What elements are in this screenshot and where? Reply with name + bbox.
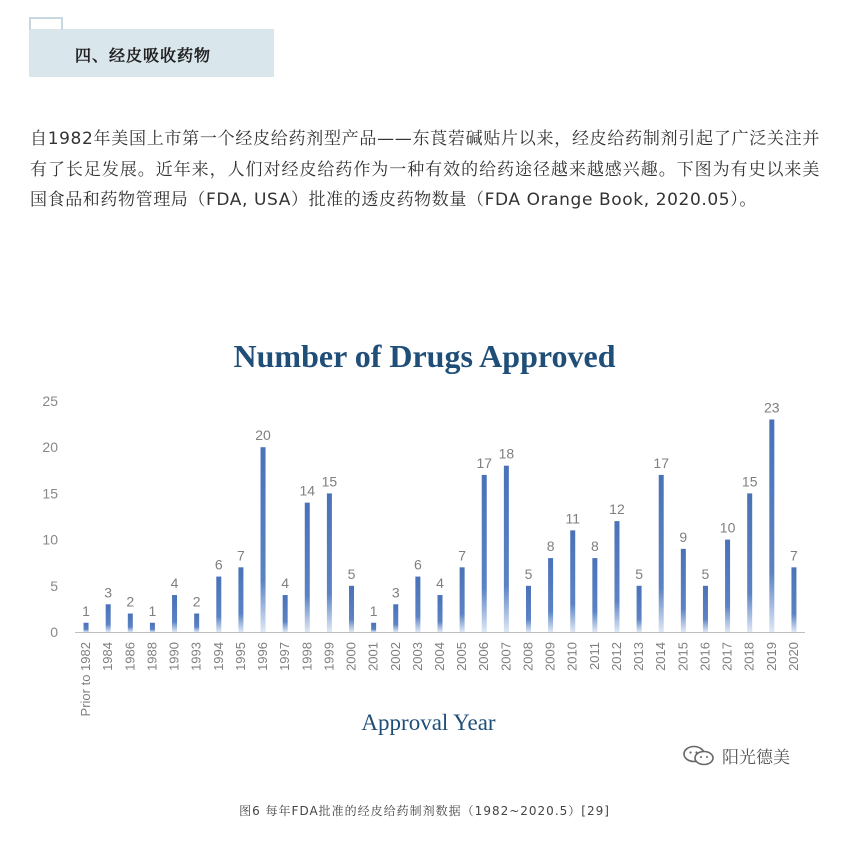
data-label: 6 [413,556,422,573]
x-tick-label: 2012 [608,642,624,671]
data-label: 5 [524,565,533,582]
chart-title: Number of Drugs Approved [233,338,616,374]
bar [637,586,642,632]
bar [216,577,221,632]
watermark-text: 阳光德美 [722,748,790,768]
x-tick-label: 2016 [697,642,713,671]
bar [261,447,266,632]
bar [283,595,288,632]
bar [150,623,155,632]
figure-caption: 图6 每年FDA批准的经皮给药制剂数据（1982~2020.5）[29] [239,804,610,818]
x-tick-label: 1988 [144,642,160,671]
bar [238,567,243,632]
data-label: 18 [498,445,515,462]
data-label: 17 [476,454,493,471]
x-tick-label: 1999 [321,642,337,671]
bar [526,586,531,632]
bar [84,623,89,632]
watermark [682,742,802,768]
bar [548,558,553,632]
bar-series [82,399,798,632]
bar [438,595,443,632]
x-axis [75,633,805,717]
data-label: 5 [635,565,643,582]
x-tick-label: 2020 [785,642,801,671]
bar-chart [0,380,849,740]
data-label: 3 [391,584,400,601]
bar [128,614,133,632]
bar [172,595,177,632]
x-tick-label: 2004 [432,642,447,671]
y-tick-label: 15 [42,485,58,502]
data-label: 5 [347,565,356,582]
x-tick-label: 2010 [564,642,580,671]
x-tick-label: 2005 [454,642,470,671]
x-tick-label: 2013 [631,642,647,671]
x-tick-label: 2015 [675,642,691,671]
data-label: 9 [679,528,688,545]
x-tick-label: 2000 [343,642,359,671]
data-label: 11 [565,510,581,527]
bar [681,549,686,632]
x-tick-label: Prior to 1982 [78,642,94,717]
x-tick-label: 2002 [387,642,403,671]
data-label: 23 [764,399,780,416]
y-axis [42,393,58,640]
x-tick-label: 1986 [122,642,138,671]
x-tick-label: 1996 [255,642,271,671]
data-label: 2 [126,593,135,610]
bar [415,577,420,632]
x-tick-label: 2017 [719,642,735,671]
y-tick-label: 5 [50,577,58,594]
header-corner-decoration [29,17,63,30]
data-label: 20 [255,427,271,444]
data-label: 10 [719,519,736,536]
data-label: 1 [82,602,90,619]
data-label: 8 [546,538,555,555]
bar [106,604,111,632]
bar [349,586,354,632]
bar [371,623,376,632]
data-label: 14 [299,482,316,499]
data-label: 12 [609,501,625,518]
x-axis-title: Approval Year [361,710,496,735]
data-label: 15 [321,473,338,490]
x-tick-label: 2019 [763,642,779,671]
y-tick-label: 0 [50,624,58,640]
bar [703,586,708,632]
x-tick-label: 2006 [476,642,492,671]
section-header [29,29,274,77]
data-label: 7 [458,547,467,564]
x-tick-label: 1998 [299,642,315,671]
x-tick-label: 2011 [586,642,602,670]
bar [194,614,199,632]
x-tick-label: 2018 [741,642,757,671]
bar [504,466,509,632]
x-tick-label: 2014 [653,642,669,671]
bar [659,475,664,632]
x-tick-label: 1995 [232,642,248,671]
data-label: 6 [214,556,223,573]
x-tick-label: 2003 [409,642,425,671]
x-tick-label: 1994 [210,642,226,671]
x-tick-label: 1984 [100,642,116,671]
bar [725,540,730,632]
bar [327,493,332,632]
bar [460,567,465,632]
bar [791,567,796,632]
x-tick-label: 2007 [498,642,514,671]
bar [769,419,774,632]
bar [747,493,752,632]
bar [614,521,619,632]
x-tick-label: 2008 [520,642,536,671]
data-label: 1 [369,602,378,619]
bar [305,503,310,632]
data-label: 4 [170,575,179,592]
data-label: 15 [741,473,758,490]
data-label: 7 [790,547,798,564]
data-label: 1 [148,602,157,619]
y-tick-label: 10 [42,531,58,548]
bar [482,475,487,632]
data-label: 3 [104,584,113,601]
data-label: 4 [436,575,444,592]
data-label: 17 [653,454,670,471]
section-title: 四、经皮吸收药物 [75,46,212,65]
wechat-icon [682,745,716,767]
x-tick-label: 1993 [188,642,204,671]
data-label: 7 [237,547,245,564]
bar [570,530,575,632]
data-label: 4 [281,575,290,592]
intro-paragraph: 自1982年美国上市第一个经皮给药剂型产品——东莨菪碱贴片以来，经皮给药制剂引起了广泛关注并有了长足发展。近年来，人们对经皮给药作为一种有效的给药途径越来越感兴趣。下图为有史以来美国食品和药物管理局（FDA, USA）批准的透皮药物数量（FDA Orange Book, 2020.05）。 [30,129,820,210]
x-tick-label: 1990 [166,642,182,671]
x-tick-label: 2009 [542,642,558,671]
data-label: 5 [701,565,710,582]
x-tick-label: 1997 [277,642,293,671]
bar [393,604,398,632]
x-tick-label: 2001 [365,642,381,671]
y-tick-label: 20 [42,439,58,456]
y-tick-label: 25 [42,393,58,409]
data-label: 8 [590,538,599,555]
bar [592,558,597,632]
data-label: 2 [192,593,201,610]
